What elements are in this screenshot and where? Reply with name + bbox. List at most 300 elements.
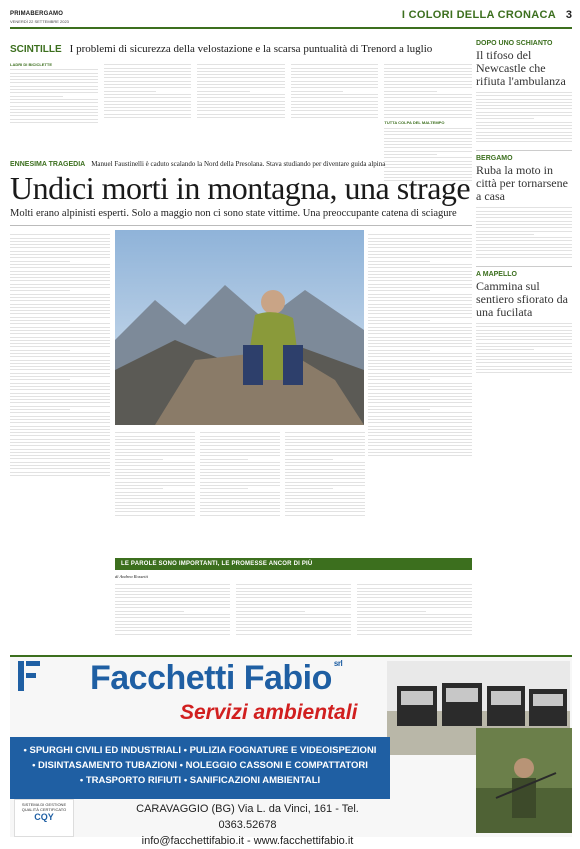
text-line [115, 511, 195, 512]
text-line [10, 247, 110, 248]
text-line [476, 227, 572, 228]
text-line [10, 386, 110, 387]
cert-mark: CQY [34, 812, 54, 822]
text-line [291, 74, 379, 75]
text-line [200, 482, 280, 483]
text-line [285, 508, 365, 509]
text-line [200, 452, 280, 453]
text-line [368, 274, 472, 275]
text-lines [476, 207, 572, 257]
text-line [10, 472, 110, 473]
text-line [476, 346, 572, 347]
text-lines [10, 69, 98, 123]
text-line [368, 327, 472, 328]
text-line [10, 475, 110, 476]
sidebar-body [476, 92, 572, 142]
text-line [10, 115, 98, 116]
text-line [476, 108, 572, 109]
editorial-col-1 [115, 582, 230, 637]
text-line [291, 107, 379, 108]
text-line [357, 588, 472, 589]
text-line [10, 294, 110, 295]
text-line [115, 604, 230, 605]
masthead-rule [10, 27, 572, 29]
text-line [236, 624, 351, 625]
text-line [10, 376, 110, 377]
text-line [236, 601, 351, 602]
cert-label: SISTEMA DI GESTIONE QUALITÀ CERTIFICATO [21, 802, 67, 812]
text-line [104, 97, 192, 98]
text-line [291, 81, 379, 82]
text-line [368, 304, 472, 305]
text-line [476, 118, 534, 119]
text-line [285, 442, 365, 443]
text-line [368, 429, 472, 430]
text-line [476, 339, 572, 340]
text-line [115, 607, 230, 608]
text-line [115, 439, 195, 440]
sidebar-divider [476, 150, 572, 151]
text-line [10, 244, 110, 245]
text-line [476, 343, 572, 344]
text-line [115, 459, 163, 460]
sidebar-title: Cammina sul sentiero sfiorato da una fucilata [476, 278, 568, 319]
text-line [368, 234, 472, 235]
lead-story-header [10, 160, 472, 226]
editorial-banner: LE PAROLE SONO IMPORTANTI, LE PROMESSE ANCOR DI PIÙ [115, 558, 472, 570]
text-line [291, 117, 379, 118]
text-line [476, 105, 572, 106]
text-line [357, 630, 472, 631]
mountain-climber-image [115, 230, 364, 425]
text-line [285, 465, 365, 466]
text-line [368, 251, 472, 252]
text-line [368, 238, 472, 239]
text-line [368, 280, 472, 281]
lead-body-col-3 [200, 430, 280, 518]
text-line [200, 498, 280, 499]
editorial-byline: di Andrea Rossetti [115, 574, 148, 579]
text-line [104, 110, 192, 111]
sidebar-divider [476, 266, 572, 267]
text-lines [476, 323, 572, 373]
text-line [200, 436, 280, 437]
text-line [368, 393, 472, 394]
text-line [285, 502, 365, 503]
text-line [476, 240, 572, 241]
text-line [200, 475, 280, 476]
text-line [476, 257, 572, 258]
text-line [368, 383, 472, 384]
text-lines [384, 64, 472, 118]
text-line [197, 114, 285, 115]
text-line [10, 439, 110, 440]
text-line [200, 462, 280, 463]
sidebar-title: Il tifoso del Newcastle che rifiuta l'ambulanza [476, 48, 566, 88]
text-line [476, 217, 572, 218]
text-line [368, 297, 472, 298]
text-line [285, 432, 365, 433]
text-line [368, 277, 472, 278]
text-line [384, 107, 472, 108]
text-line [384, 117, 472, 118]
text-line [384, 68, 472, 69]
facchetti-logo-icon [18, 661, 40, 691]
text-line [476, 372, 572, 373]
right-sidebar [476, 40, 572, 381]
hunter-photo [476, 728, 572, 833]
text-line [384, 144, 472, 145]
text-line [10, 310, 110, 311]
text-line [200, 469, 280, 470]
text-line [384, 138, 472, 139]
text-line [10, 416, 110, 417]
text-line [476, 112, 572, 113]
text-line [368, 333, 472, 334]
text-line [476, 323, 572, 324]
text-line [285, 511, 365, 512]
text-line [10, 317, 110, 318]
text-line [10, 369, 110, 370]
text-line [368, 261, 430, 262]
text-line [236, 584, 351, 585]
scintille-subhead-1: LADRI DI BICICLETTE [10, 62, 52, 67]
text-line [200, 465, 280, 466]
text-line [476, 356, 572, 357]
text-line [10, 432, 110, 433]
text-line [291, 110, 379, 111]
text-line [476, 362, 572, 363]
text-line [10, 274, 110, 275]
text-line [10, 449, 110, 450]
text-line [384, 110, 472, 111]
text-line [115, 621, 230, 622]
text-lines [291, 64, 379, 118]
text-line [115, 485, 195, 486]
text-line [384, 94, 472, 95]
lead-body-col-5 [368, 232, 472, 458]
text-line [236, 588, 351, 589]
text-line [368, 307, 472, 308]
text-line [291, 84, 379, 85]
lead-body-col-2 [115, 430, 195, 518]
text-line [384, 114, 472, 115]
text-lines [104, 64, 192, 118]
text-line [200, 505, 280, 506]
text-line [10, 267, 110, 268]
text-line [115, 492, 195, 493]
text-line [236, 617, 351, 618]
sidebar-item-1 [476, 40, 572, 142]
text-line [115, 591, 230, 592]
text-line [10, 313, 110, 314]
text-line [10, 406, 110, 407]
text-line [476, 95, 572, 96]
text-line [115, 478, 195, 479]
text-line [357, 624, 472, 625]
text-line [368, 445, 472, 446]
text-line [200, 502, 280, 503]
text-line [357, 614, 472, 615]
text-line [236, 607, 351, 608]
text-line [10, 99, 98, 100]
text-line [384, 128, 472, 129]
sidebar-kicker: A MAPELLO [476, 270, 517, 278]
text-line [10, 251, 110, 252]
text-line [291, 64, 379, 65]
text-line [384, 151, 472, 152]
text-line [291, 77, 379, 78]
text-line [115, 508, 195, 509]
text-line [10, 343, 110, 344]
text-line [368, 254, 472, 255]
text-line [384, 154, 437, 155]
text-line [10, 422, 110, 423]
ad-web[interactable]: info@facchettifabio.it - www.facchettifabio.it [141, 835, 354, 847]
scintille-kicker: SCINTILLE [10, 43, 62, 55]
issue-date: VENERDÌ 22 SETTEMBRE 2023 [10, 19, 69, 24]
text-line [476, 330, 572, 331]
text-line [291, 94, 379, 95]
text-line [104, 117, 192, 118]
text-line [200, 508, 280, 509]
text-line [10, 297, 110, 298]
text-line [10, 402, 110, 403]
text-line [236, 627, 351, 628]
text-line [200, 442, 280, 443]
text-line [10, 366, 110, 367]
text-line [368, 426, 472, 427]
text-line [476, 231, 572, 232]
text-line [285, 482, 365, 483]
text-line [200, 472, 280, 473]
text-line [368, 350, 430, 351]
ad-service-line: • TRASPORTO RIFIUTI • SANIFICAZIONI AMBIENTALI [79, 775, 321, 786]
text-line [368, 346, 472, 347]
text-line [476, 247, 572, 248]
text-line [291, 68, 379, 69]
text-line [357, 607, 472, 608]
text-lines [10, 234, 110, 476]
text-line [476, 349, 534, 350]
text-line [368, 402, 472, 403]
text-line [236, 611, 305, 612]
editorial-col-2 [236, 582, 351, 637]
text-line [10, 323, 110, 324]
text-line [200, 515, 280, 516]
text-line [104, 81, 192, 82]
ad-contact [110, 801, 385, 847]
text-lines [476, 92, 572, 142]
text-line [368, 442, 472, 443]
text-line [115, 584, 230, 585]
text-line [10, 290, 70, 291]
text-line [10, 102, 98, 103]
text-line [200, 492, 280, 493]
text-line [197, 101, 285, 102]
text-line [10, 76, 98, 77]
text-line [368, 284, 472, 285]
text-line [285, 492, 365, 493]
text-line [115, 482, 195, 483]
text-line [115, 469, 195, 470]
text-line [10, 452, 110, 453]
text-line [197, 87, 285, 88]
text-line [115, 495, 195, 496]
text-line [197, 94, 285, 95]
lead-deck: Manuel Faustinelli è caduto scalando la Nord della Presolana. Stava studiando per diventare guida alpina [91, 160, 386, 168]
ad-service-line: • SPURGHI CIVILI ED INDUSTRIALI • PULIZIA FOGNATURE E VIDEOISPEZIONI [23, 745, 377, 756]
text-line [104, 64, 192, 65]
ad-brand [90, 659, 342, 698]
text-line [285, 459, 333, 460]
text-line [10, 429, 110, 430]
text-line [368, 422, 472, 423]
text-line [476, 369, 572, 370]
text-lines [368, 234, 472, 456]
text-line [115, 594, 230, 595]
text-line [10, 327, 110, 328]
text-line [236, 594, 351, 595]
text-line [476, 333, 572, 334]
text-line [104, 84, 192, 85]
text-lines [197, 64, 285, 118]
ad-address: CARAVAGGIO (BG) Via L. da Vinci, 161 - Tel. 0363.52678 [136, 803, 359, 831]
text-line [476, 244, 572, 245]
text-line [368, 340, 472, 341]
text-line [10, 122, 98, 123]
text-line [197, 104, 285, 105]
text-line [115, 462, 195, 463]
text-line [368, 412, 472, 413]
text-line [285, 452, 365, 453]
text-line [368, 317, 472, 318]
text-line [10, 304, 110, 305]
text-line [476, 237, 572, 238]
text-line [476, 221, 572, 222]
sidebar-kicker: DOPO UNO SCHIANTO [476, 40, 553, 47]
text-line [285, 445, 365, 446]
text-line [291, 101, 379, 102]
text-line [384, 74, 472, 75]
text-line [368, 389, 472, 390]
text-line [197, 117, 285, 118]
text-line [476, 234, 534, 235]
lead-body-col-4 [285, 430, 365, 518]
text-line [10, 96, 63, 97]
text-line [10, 396, 110, 397]
text-line [357, 594, 472, 595]
text-line [384, 91, 437, 92]
text-line [10, 79, 98, 80]
text-line [10, 455, 110, 456]
text-line [10, 350, 70, 351]
text-line [285, 478, 365, 479]
text-line [357, 604, 472, 605]
text-line [368, 379, 430, 380]
text-line [285, 436, 365, 437]
text-line [115, 597, 230, 598]
text-line [476, 254, 572, 255]
text-line [384, 101, 472, 102]
section-title: I COLORI DELLA CRONACA [401, 9, 556, 21]
text-line [104, 101, 192, 102]
text-line [197, 91, 250, 92]
text-line [104, 71, 192, 72]
text-line [476, 359, 572, 360]
text-line [291, 97, 379, 98]
text-line [357, 627, 472, 628]
text-line [368, 455, 472, 456]
text-line [368, 267, 472, 268]
text-line [197, 81, 285, 82]
text-line [368, 396, 472, 397]
text-line [384, 71, 472, 72]
text-line [357, 634, 472, 635]
text-line [476, 326, 572, 327]
text-line [104, 104, 192, 105]
ad-services [10, 737, 390, 799]
text-line [200, 495, 280, 496]
text-lines [236, 584, 351, 634]
ad-brand-suffix: srl [333, 659, 343, 668]
text-line [285, 462, 365, 463]
text-line [10, 462, 110, 463]
text-line [10, 363, 110, 364]
text-line [368, 406, 472, 407]
text-line [115, 472, 195, 473]
text-line [10, 373, 110, 374]
text-line [197, 74, 285, 75]
text-line [10, 257, 110, 258]
text-line [10, 261, 70, 262]
text-line [368, 313, 472, 314]
text-line [384, 147, 472, 148]
ad-tagline: Servizi ambientali [180, 701, 358, 724]
text-line [368, 310, 472, 311]
text-line [115, 611, 184, 612]
text-line [285, 439, 365, 440]
text-line [10, 468, 110, 469]
text-line [476, 92, 572, 93]
text-line [197, 97, 285, 98]
text-line [200, 485, 280, 486]
text-line [10, 465, 110, 466]
text-line [10, 409, 70, 410]
text-line [384, 134, 472, 135]
text-line [285, 515, 365, 516]
text-line [384, 104, 472, 105]
text-line [115, 588, 230, 589]
text-line [115, 436, 195, 437]
text-line [115, 488, 163, 489]
text-lines [115, 584, 230, 634]
text-line [476, 214, 572, 215]
text-line [291, 114, 379, 115]
text-line [115, 624, 230, 625]
text-line [10, 82, 98, 83]
text-line [368, 337, 472, 338]
text-line [197, 110, 285, 111]
masthead [10, 9, 572, 35]
text-line [104, 107, 192, 108]
editorial-col-3 [357, 582, 472, 637]
text-line [285, 475, 365, 476]
text-line [368, 323, 472, 324]
text-line [10, 280, 110, 281]
text-line [357, 611, 426, 612]
text-line [368, 373, 472, 374]
